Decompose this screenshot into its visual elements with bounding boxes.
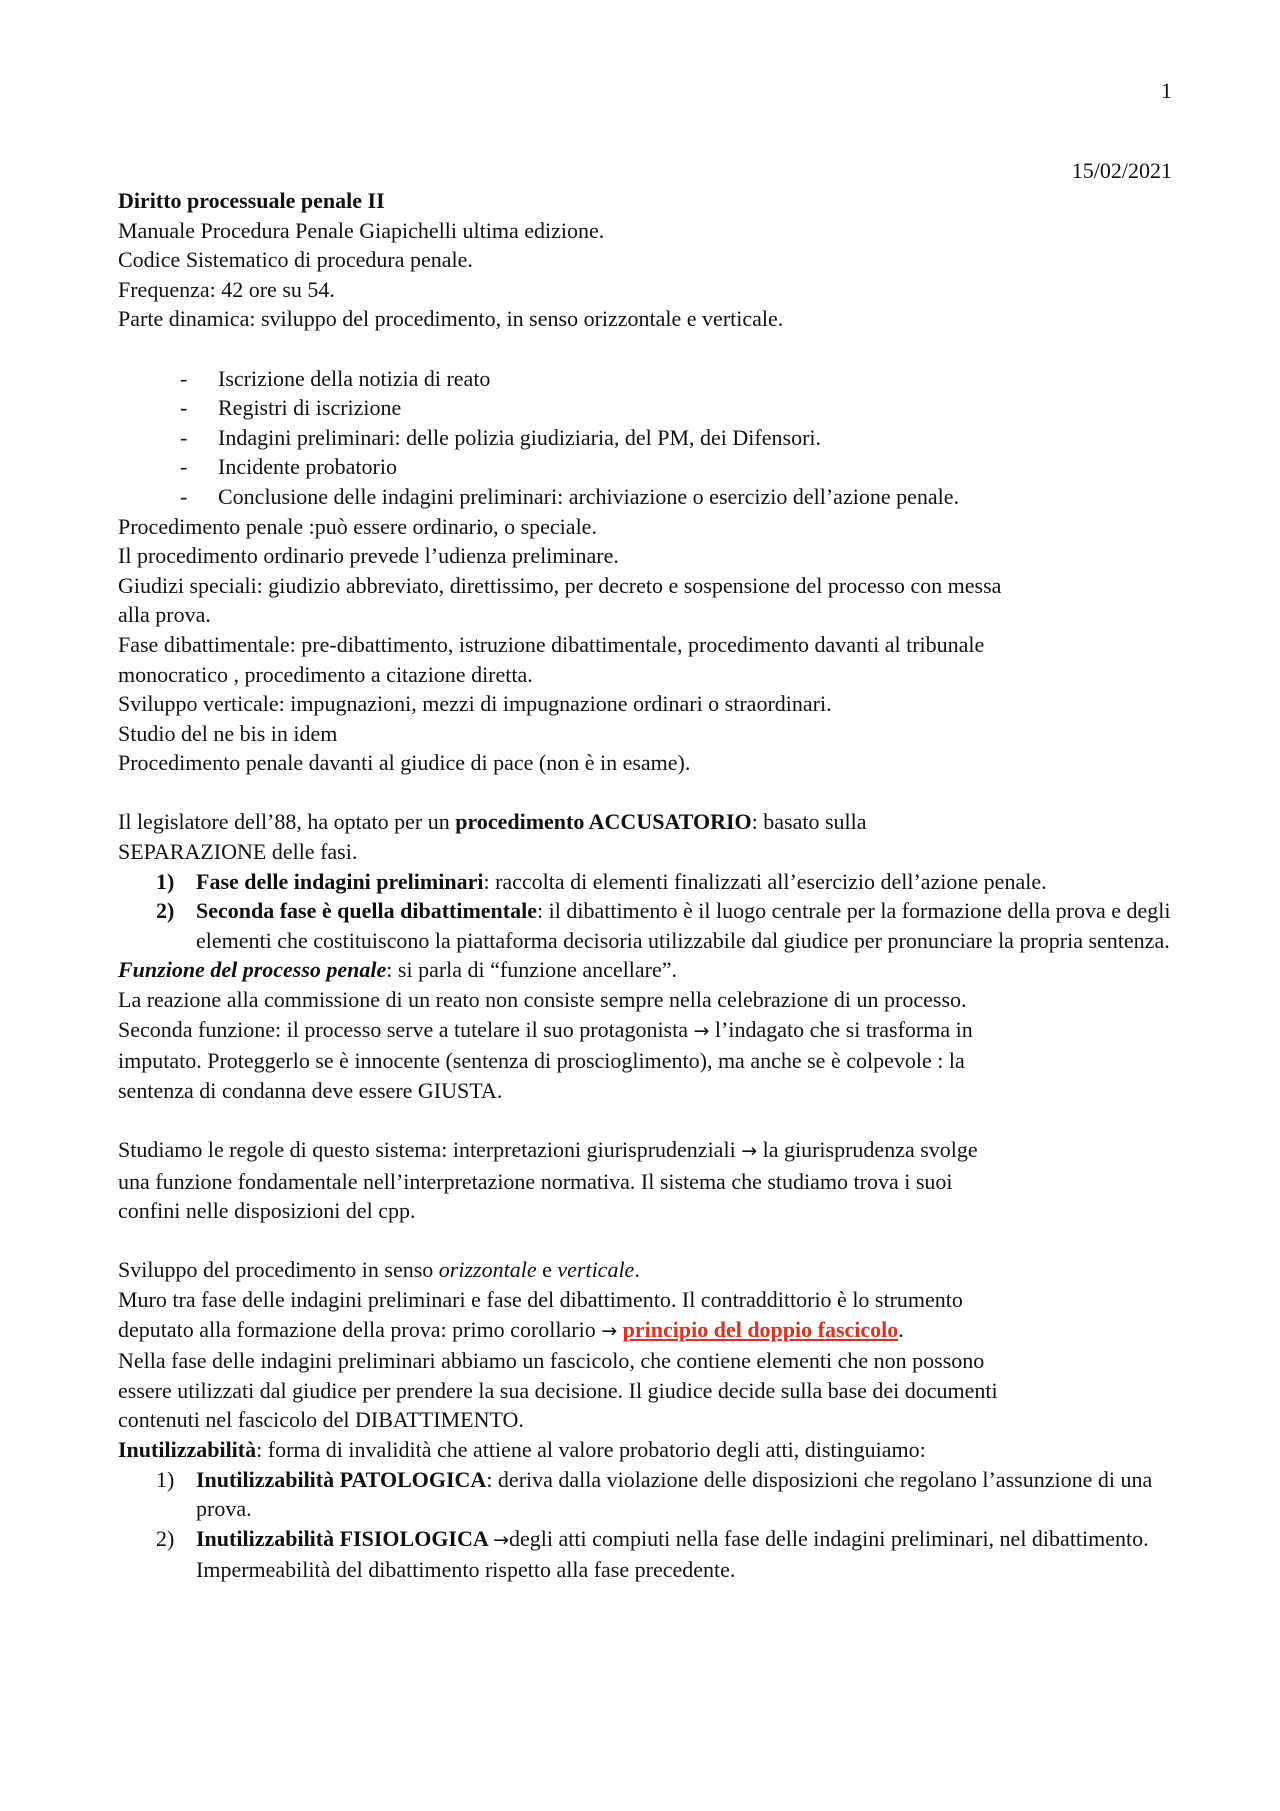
list-item: - Indagini preliminari: delle polizia giudiziaria, del PM, dei Difensori. [180, 424, 822, 450]
inutilizzabilita-list [118, 1465, 1178, 1585]
paragraph-line: Seconda funzione: il processo serve a tutelare il suo protagonista → l’indagato che si trasforma in [118, 1016, 973, 1042]
paragraph-line: una funzione fondamentale nell’interpretazione normativa. Il sistema che studiamo trova i suoi [118, 1168, 953, 1194]
list-item: 2) Inutilizzabilità FISIOLOGICA →degli atti compiuti nella fase delle indagini preliminari, nel dibattimento. Impermeabilità del dibattimento rispetto alla fase precedente. [156, 1525, 1149, 1583]
paragraph-line: Procedimento penale davanti al giudice di pace (non è in esame). [118, 750, 691, 776]
page-number: 1 [1161, 78, 1172, 103]
paragraph-line: Fase dibattimentale: pre-dibattimento, istruzione dibattimentale, procedimento davanti al tribunale [118, 631, 985, 657]
document-date: 15/02/2021 [1071, 158, 1172, 183]
document-title: Diritto processuale penale II [118, 188, 385, 213]
paragraph-line: sentenza di condanna deve essere GIUSTA. [118, 1077, 503, 1103]
legislator-paragraph-line2: SEPARAZIONE delle fasi. [118, 839, 358, 865]
paragraph-line: essere utilizzati dal giudice per prendere la sua decisione. Il giudice decide sulla base dei documenti [118, 1377, 998, 1403]
paragraph-line: La reazione alla commissione di un reato non consiste sempre nella celebrazione di un processo. [118, 987, 967, 1013]
list-item: 1) Inutilizzabilità PATOLOGICA: deriva dalla violazione delle disposizioni che regolano l’assunzione di una prova. [156, 1466, 1153, 1522]
paragraph-line: Studiamo le regole di questo sistema: interpretazioni giurisprudenziali → la giurisprudenza svolge [118, 1137, 978, 1162]
document-body [118, 186, 1178, 1585]
paragraph-line: Studio del ne bis in idem [118, 720, 338, 746]
arrow-icon: → [493, 1528, 509, 1551]
paragraph-line: Nella fase delle indagini preliminari abbiamo un fascicolo, che contiene elementi che non possono [118, 1348, 985, 1374]
paragraph-line: Il procedimento ordinario prevede l’udienza preliminare. [118, 543, 619, 569]
paragraph-line: contenuti nel fascicolo del DIBATTIMENTO. [118, 1407, 524, 1433]
list-item: - Conclusione delle indagini preliminari: archiviazione o esercizio dell’azione penale. [180, 483, 959, 509]
phases-list [118, 867, 1178, 956]
topics-list [118, 364, 1178, 512]
paragraph-line: monocratico , procedimento a citazione diretta. [118, 661, 533, 687]
list-item: - Registri di iscrizione [180, 395, 402, 421]
paragraph-line: imputato. Proteggerlo se è innocente (sentenza di proscioglimento), ma anche se è colpevole : la [118, 1048, 965, 1074]
list-item: 2) Seconda fase è quella dibattimentale: il dibattimento è il luogo centrale per la formazione della prova e degli elementi che costituiscono la piattaforma decisoria utilizzabile dal giudice per pronunciare la propria sentenza. [156, 898, 1171, 953]
paragraph-line: Sviluppo verticale: impugnazioni, mezzi di impugnazione ordinari o straordinari. [118, 691, 832, 717]
list-item: 1) Fase delle indagini preliminari: raccolta di elementi finalizzati all’esercizio dell’azione penale. [156, 868, 1047, 894]
arrow-icon: → [693, 1019, 710, 1042]
intro-line: Frequenza: 42 ore su 54. [118, 276, 335, 302]
paragraph-line: deputato alla formazione della prova: primo corollario → principio del doppio fascicolo. [118, 1316, 904, 1342]
paragraph-line: Giudizi speciali: giudizio abbreviato, direttissimo, per decreto e sospensione del processo con messa [118, 572, 1002, 598]
highlighted-term: principio del doppio fascicolo [622, 1316, 899, 1342]
inutilizzabilita-heading: Inutilizzabilità: forma di invalidità che attiene al valore probatorio degli atti, distinguiamo: [118, 1436, 926, 1462]
intro-line: Codice Sistematico di procedura penale. [118, 247, 473, 273]
intro-line: Parte dinamica: sviluppo del procedimento, in senso orizzontale e verticale. [118, 306, 784, 332]
intro-line: Manuale Procedura Penale Giapichelli ultima edizione. [118, 217, 605, 243]
legislator-paragraph: Il legislatore dell’88, ha optato per un procedimento ACCUSATORIO: basato sulla [118, 809, 867, 835]
paragraph-line: Sviluppo del procedimento in senso orizzontale e verticale. [118, 1257, 640, 1283]
paragraph-line: Muro tra fase delle indagini preliminari e fase del dibattimento. Il contraddittorio è lo strumento [118, 1286, 963, 1312]
paragraph-line: confini nelle disposizioni del cpp. [118, 1198, 416, 1224]
paragraph-line: Procedimento penale :può essere ordinario, o speciale. [118, 513, 597, 539]
list-item: - Incidente probatorio [180, 454, 397, 480]
arrow-icon: → [741, 1140, 758, 1162]
funzione-heading: Funzione del processo penale: si parla di “funzione ancellare”. [118, 957, 678, 983]
list-item: - Iscrizione della notizia di reato [180, 365, 491, 391]
arrow-icon: → [601, 1319, 618, 1342]
paragraph-line: alla prova. [118, 602, 211, 628]
